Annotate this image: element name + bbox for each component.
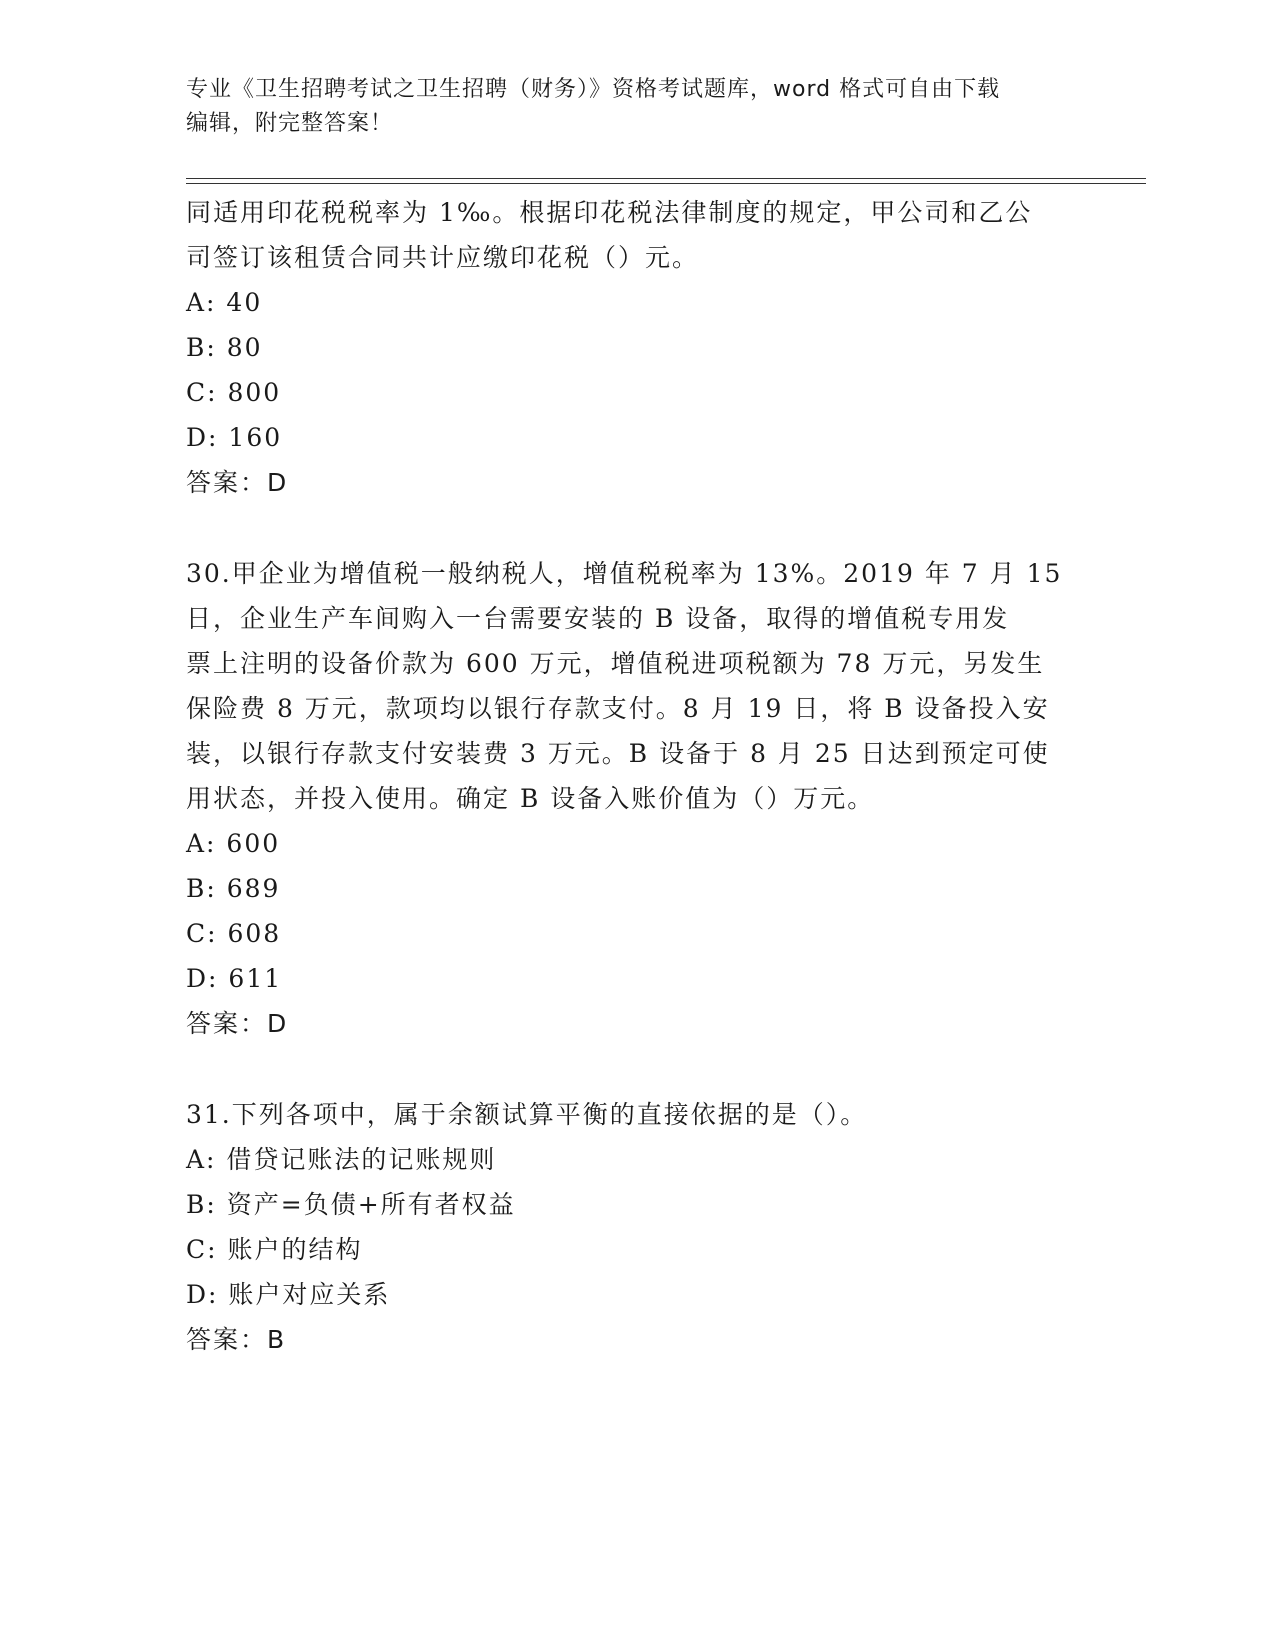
question-31-option-d: D: 账户对应关系: [186, 1280, 391, 1309]
question-29-option-d: D: 160: [186, 423, 283, 452]
question-29: [186, 190, 1076, 505]
question-31: [186, 1092, 1076, 1362]
question-30: [186, 551, 1076, 1046]
header-line-2: 编辑，附完整答案！: [186, 111, 394, 136]
question-31-option-b: B: 资产=负债+所有者权益: [186, 1190, 516, 1219]
question-29-answer: 答案：D: [186, 468, 289, 497]
question-30-option-a: A: 600: [186, 829, 281, 858]
question-30-option-d: D: 611: [186, 964, 283, 993]
question-30-answer: 答案：D: [186, 1009, 289, 1038]
document-header: [186, 73, 1066, 141]
question-29-option-a: A: 40: [186, 288, 263, 317]
header-line-1: 专业《卫生招聘考试之卫生招聘（财务）》资格考试题库，word 格式可自由下载: [186, 77, 1001, 102]
question-31-answer: 答案：B: [186, 1325, 287, 1354]
question-30-line-1: 30.甲企业为增值税一般纳税人，增值税税率为 13%。2019 年 7 月 15: [186, 559, 1063, 588]
spacer: [186, 505, 1076, 551]
question-30-line-4: 保险费 8 万元，款项均以银行存款支付。8 月 19 日，将 B 设备投入安: [186, 694, 1050, 723]
question-31-option-c: C: 账户的结构: [186, 1235, 363, 1264]
question-30-line-2: 日，企业生产车间购入一台需要安装的 B 设备，取得的增值税专用发: [186, 604, 1010, 633]
question-29-line-1: 同适用印花税税率为 1‰。根据印花税法律制度的规定，甲公司和乙公: [186, 198, 1033, 227]
question-30-line-6: 用状态，并投入使用。确定 B 设备入账价值为（）万元。: [186, 784, 875, 813]
question-content: [186, 190, 1076, 1362]
question-30-line-3: 票上注明的设备价款为 600 万元，增值税进项税额为 78 万元，另发生: [186, 649, 1045, 678]
header-divider-top: [186, 178, 1146, 179]
header-divider-bottom: [186, 183, 1146, 184]
question-30-line-5: 装，以银行存款支付安装费 3 万元。B 设备于 8 月 25 日达到预定可使: [186, 739, 1050, 768]
question-30-option-c: C: 608: [186, 919, 282, 948]
question-29-line-2: 司签订该租赁合同共计应缴印花税（）元。: [186, 243, 700, 272]
question-30-option-b: B: 689: [186, 874, 281, 903]
question-29-option-b: B: 80: [186, 333, 263, 362]
question-31-option-a: A: 借贷记账法的记账规则: [186, 1145, 497, 1174]
spacer: [186, 1046, 1076, 1092]
question-29-option-c: C: 800: [186, 378, 282, 407]
question-31-line-1: 31.下列各项中，属于余额试算平衡的直接依据的是（）。: [186, 1100, 868, 1129]
